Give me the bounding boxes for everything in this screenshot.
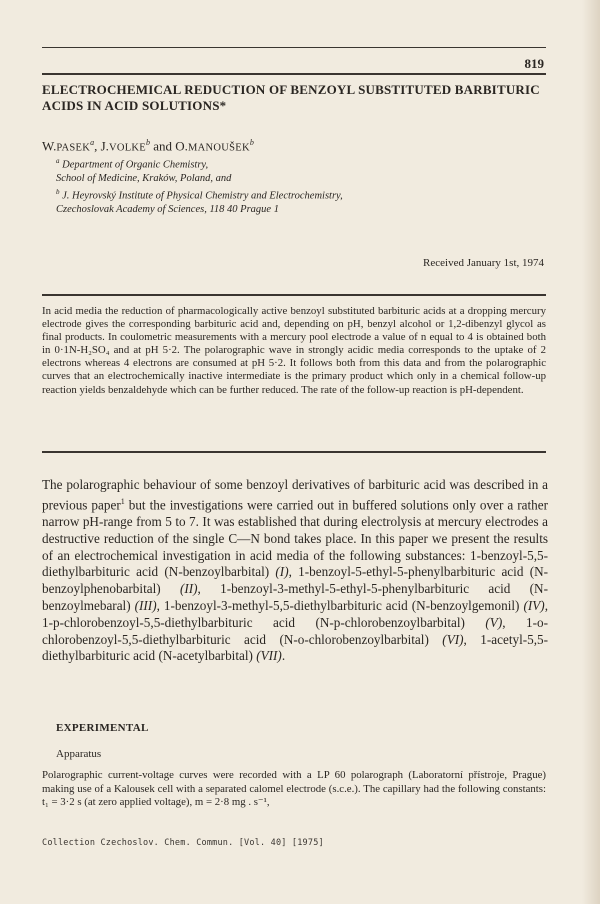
compound-label: (VII) bbox=[256, 648, 282, 664]
compound-label: (VI) bbox=[442, 631, 464, 647]
author-list bbox=[42, 138, 254, 154]
subsection-heading: Apparatus bbox=[56, 748, 102, 760]
compound-label: (II) bbox=[179, 581, 198, 597]
affil-b-text1: J. Heyrovský Institute of Physical Chemistry and Electrochemistry, bbox=[62, 190, 343, 201]
page-spine-shadow bbox=[582, 0, 600, 904]
author-1-affil-mark: a bbox=[90, 138, 95, 147]
intro-text-9: . bbox=[281, 648, 286, 664]
top-rule bbox=[42, 47, 546, 48]
compound-label: (IV) bbox=[523, 597, 545, 613]
page-number: 819 bbox=[524, 56, 544, 71]
intro-text-3: , 1-benzoyl-5-ethyl-5-phenylbarbituric acid (N-benzoylphenobarbital) bbox=[42, 564, 548, 597]
apparatus-paragraph: Polarographic current-voltage curves were recorded with a LP 60 polarograph (Laboratorní přístroje, Prague) making use of a Kalousek cell with a separated calomel electrode (s.c.e.). The capillary had the following constants: t₁ = 3·2 s (at zero applied voltage), m = 2·8 mg . s⁻¹, bbox=[42, 769, 546, 808]
intro-text-6: , 1-p-chlorobenzoyl-5,5-diethylbarbituric acid (N-p-chlorobenzoylbarbital) bbox=[42, 597, 548, 630]
author-1-initial: W. bbox=[42, 138, 57, 154]
author-3-affil-mark: b bbox=[249, 138, 254, 147]
abstract-top-rule bbox=[42, 294, 546, 296]
intro-paragraph bbox=[42, 477, 548, 665]
author-1-name: PASEK bbox=[56, 142, 91, 154]
abstract: In acid media the reduction of pharmacologically active benzoyl substituted barbituric acids at a dropping mercury electrode gives the corresponding barbituric acid and, depending on pH, benzyl alcohol or 1,2-dibenzyl glycol as final products. In coulometric measurements with a mercury pool electrode a value of n equal to 4 is obtained both in 0·1N-H₂SO₄ and at pH 5·2. The polarographic wave in strongly acidic media corresponds to the uptake of 2 electrons whereas 4 electrons are consumed at pH 5·2. It follows both from this data and from the polarographic curves that an electrochemically inactive intermediate is the primary product which only in a chemical follow-up reaction yields benzaldehyde which can be further reduced. The rate of the follow-up reaction is pH-dependent. bbox=[42, 305, 546, 396]
section-heading: EXPERIMENTAL bbox=[56, 722, 149, 734]
abstract-bottom-rule bbox=[42, 451, 546, 453]
intro-text-4: , 1-benzoyl-3-methyl-5-ethyl-5-phenylbarbituric acid (N-benzoylmebaral) bbox=[42, 581, 548, 613]
affil-a-mark: a bbox=[56, 157, 60, 165]
intro-text-1: The polarographic behaviour of some benzoyl derivatives of barbituric acid was described in a previous paper bbox=[42, 477, 548, 513]
affiliation-b-line1 bbox=[56, 186, 536, 203]
article-title: ELECTROCHEMICAL REDUCTION OF BENZOYL SUBSTITUTED BARBITURIC ACIDS IN ACID SOLUTIONS* bbox=[42, 82, 540, 113]
affiliation-b-line2: Czechoslovak Academy of Sciences, 118 40 Prague 1 bbox=[56, 203, 279, 215]
author-3-name: MANOUŠEK bbox=[187, 142, 250, 154]
author-2-name: VOLKE bbox=[108, 142, 147, 154]
received-date: Received January 1st, 1974 bbox=[423, 257, 544, 269]
reference-mark: 1 bbox=[120, 496, 125, 506]
compound-label: (III) bbox=[134, 597, 157, 613]
compound-label: (V) bbox=[485, 614, 503, 630]
journal-footer: Collection Czechoslov. Chem. Commun. [Vol. 40] [1975] bbox=[42, 838, 324, 848]
header-rule bbox=[42, 73, 546, 75]
intro-text-8: , 1-acetyl-5,5-diethylbarbituric acid (N-acetylbarbital) bbox=[42, 631, 549, 664]
affiliation-a-line2: School of Medicine, Kraków, Poland, and bbox=[56, 173, 232, 184]
author-sep-1: , J. bbox=[94, 138, 109, 154]
intro-text-5: , 1-benzoyl-3-methyl-5,5-diethylbarbituric acid (N-benzoylgemonil) bbox=[156, 597, 524, 613]
affil-b-mark: b bbox=[56, 187, 60, 196]
author-2-affil-mark: b bbox=[146, 138, 151, 147]
affiliation-a-line1 bbox=[56, 155, 536, 172]
intro-text-7: , 1-o-chlorobenzoyl-5,5-diethylbarbituric acid (N-o-chlorobenzoylbarbital) bbox=[42, 614, 548, 647]
affiliations bbox=[56, 155, 536, 216]
author-sep-2: and O. bbox=[150, 138, 188, 154]
intro-text-2: but the investigations were carried out in buffered solutions only over a rather narrow pH-range from 5 to 7. It was established that during electrolysis at mercury electrodes a destructive reduction of the single C—N bond takes place. In this paper we present the results of an electrochemical investigation in acid media of the following substances: 1-benzoyl-5,5-diethylbarbituric acid (N-benzoylbarbital) bbox=[42, 497, 548, 580]
affil-a-text1: Department of Organic Chemistry, bbox=[62, 159, 209, 171]
compound-label: (I) bbox=[275, 564, 289, 580]
